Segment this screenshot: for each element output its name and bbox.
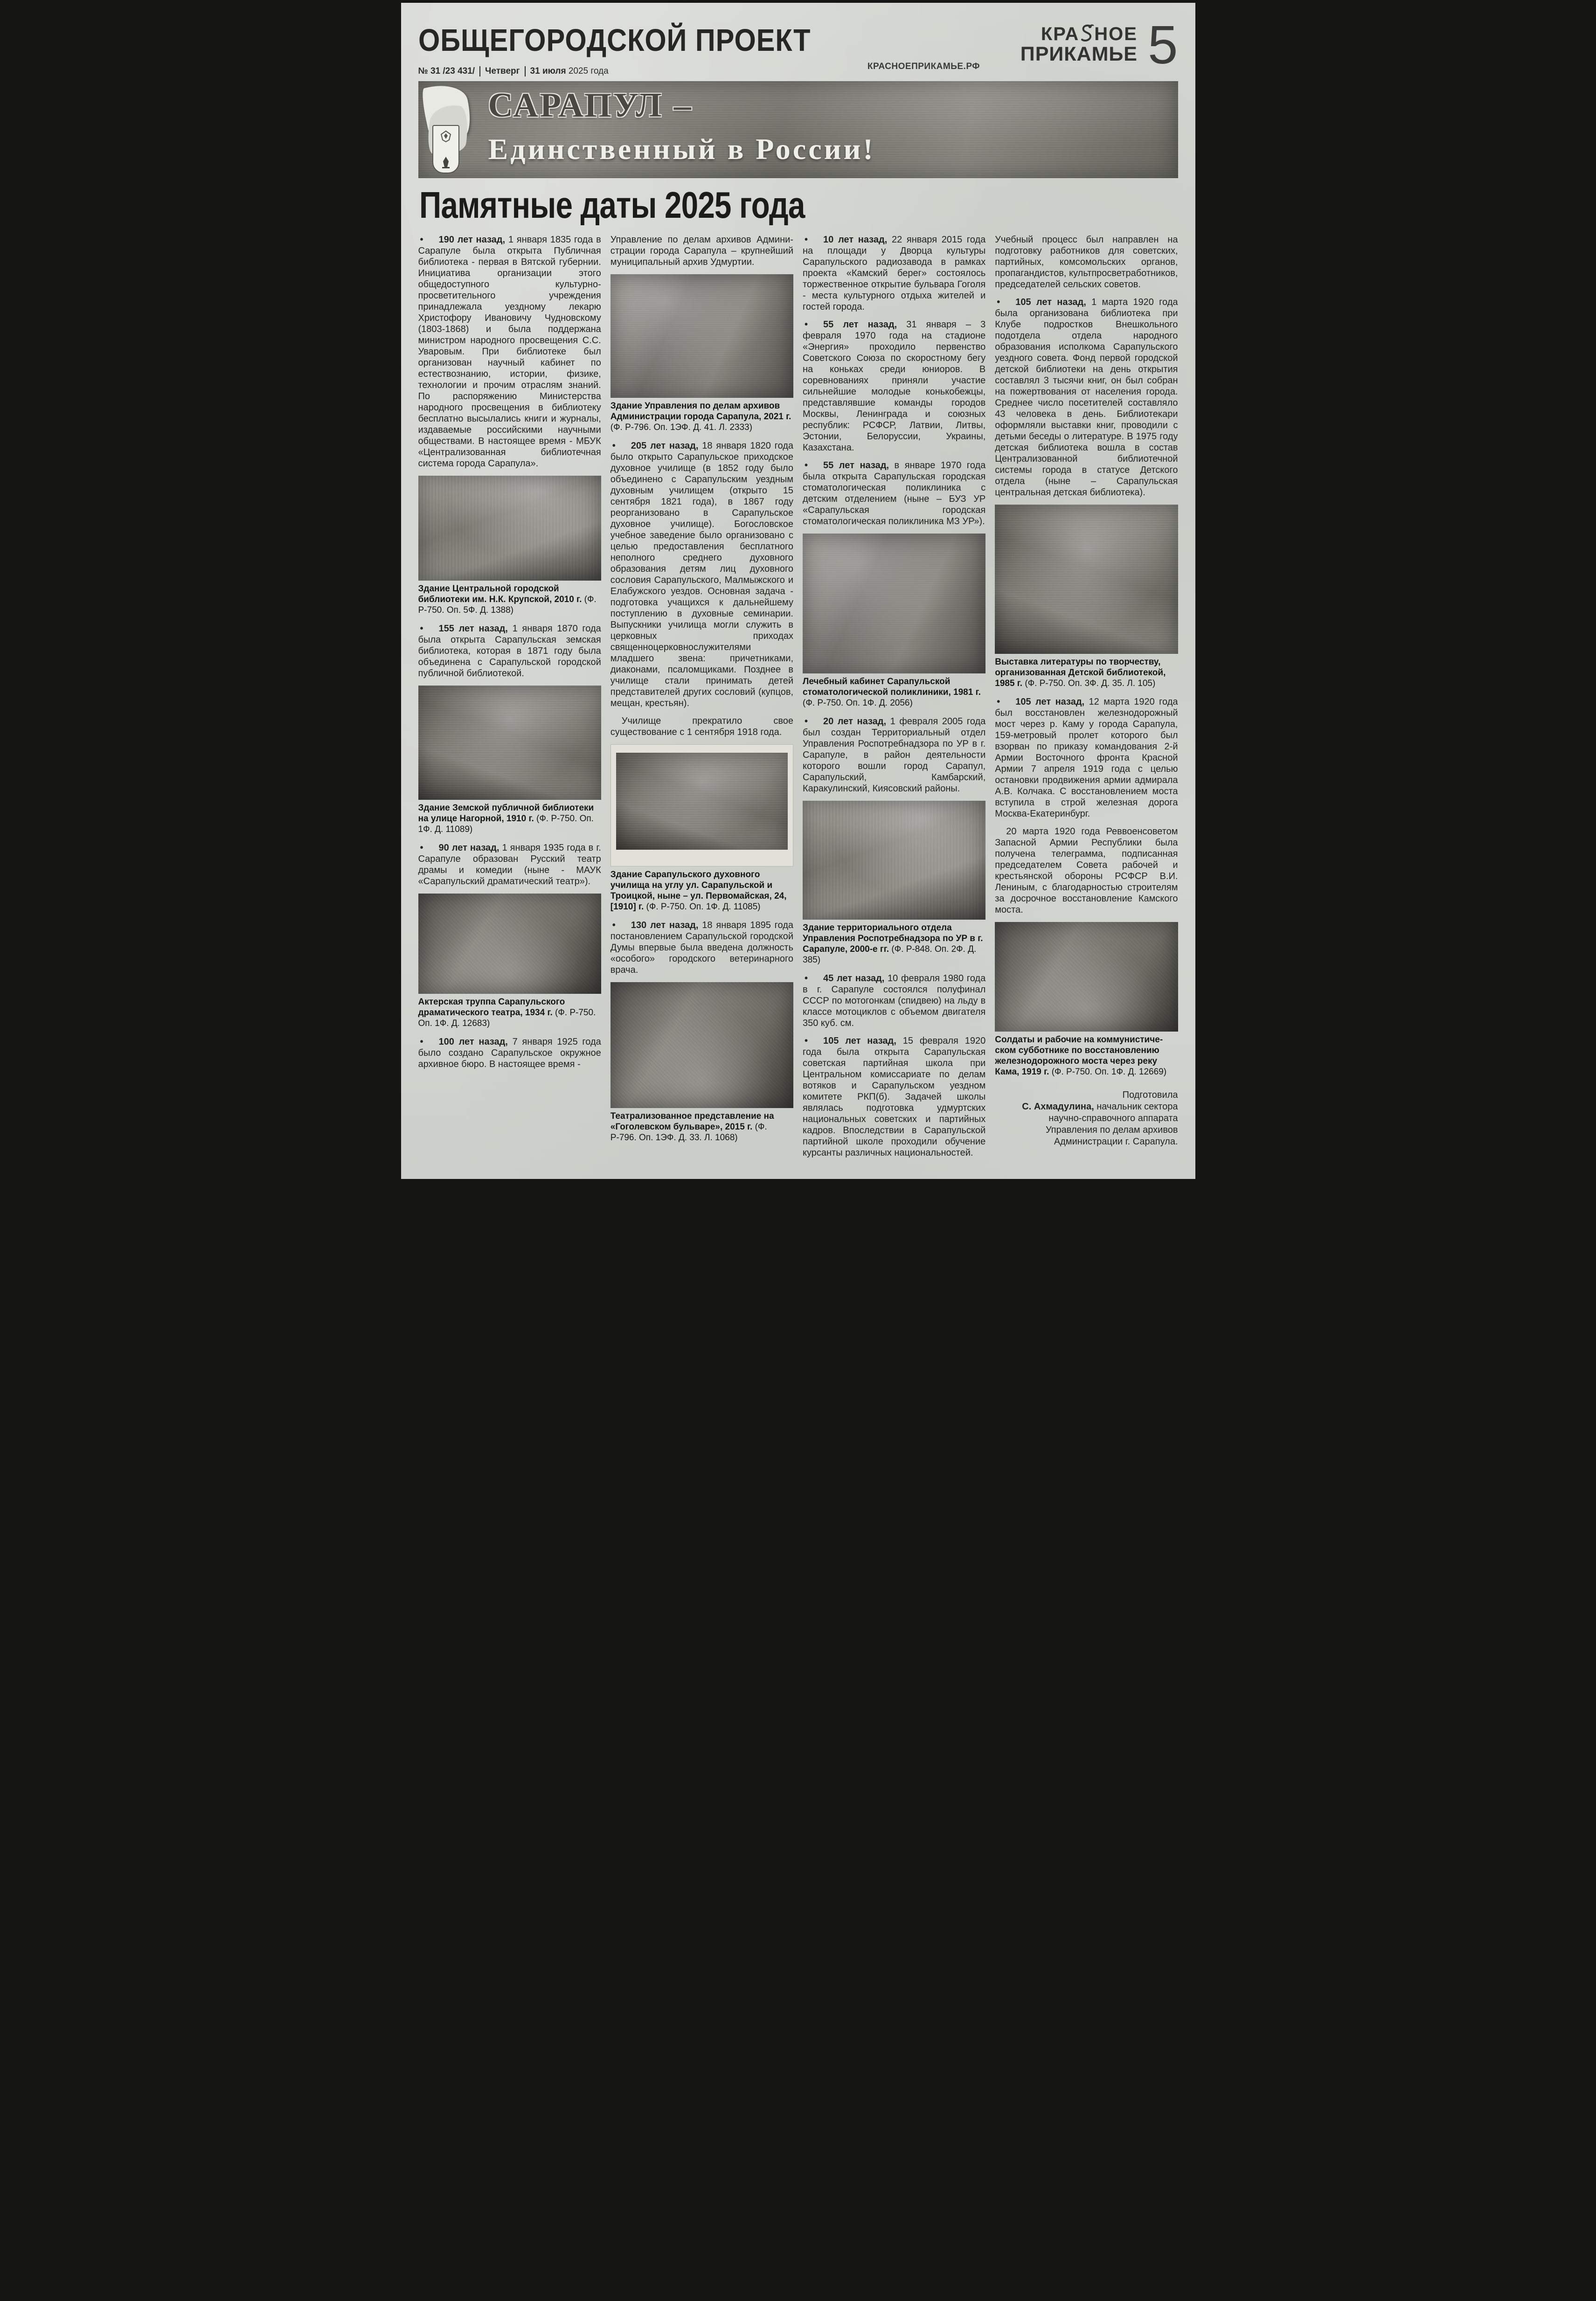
item-20-years: • 20 лет назад, 1 февраля 2005 года был создан Территориальный отдел Управления Роспотребнадзора по УР в г. Сарапуле, в район деятельности которого вошли город Сарапул, Сарапульский, Камбарский, Каракулинский, Киясовский районы. <box>803 716 985 794</box>
separator <box>525 66 526 76</box>
issue-line <box>418 66 827 76</box>
separator <box>479 66 480 76</box>
scanned-page <box>399 0 1197 1191</box>
item-105-years-bridge: • 105 лет назад, 12 марта 1920 года был восстановлен железнодорожный мост через р. Каму у города Сарапула, 159-метровый пролет которого был взорван по приказу командования 2-й Армии Восточного фронта Красной Армии 7 апреля 1919 года с целью остановки продвижения армии адмирала А.В. Колчака. С восстановлением моста вступила в строй железная дорога Москва-Екатеринбург. <box>995 696 1178 819</box>
banner-title: САРАПУЛ – <box>488 86 693 125</box>
newspaper-page <box>401 3 1195 1179</box>
photo-zemstvo-library-street <box>418 686 601 800</box>
issue-date: 31 июля <box>530 66 566 76</box>
caption-book-exhibition: Выставка литературы по творчеству, организованная Детской библиотекой, 1985 г. (Ф. Р-750. Оп. 3Ф. Д. 35. Л. 105) <box>995 657 1166 688</box>
item-105-years-library: • 105 лет назад, 1 марта 1920 года была организована библиотека при Клубе подростков Внешкольного подотдела отдела народного образования исполкома Сарапульского уездного совета. Фонд первой городской детской библиотеки на день открытия составлял 3 тысячи книг, он был собран на пожертвования от населения города. Среднее число посетителей составляло 43 человека в день. Библиотекари оформляли выставки книг, проводили с детьми беседы о литературе. В 1975 году детская библиотека вошла в состав Централизованной библиотечной системы города в статусе Детского отдела (ныне – Сарапульская центральная детская библиотека). <box>995 297 1178 498</box>
column-4 <box>995 234 1178 1165</box>
caption-gogol-boulevard: Театрализованное представление на «Гоголевском бульваре», 2015 г. (Ф. Р-796. Оп. 1ЭФ. Д. 33. Л. 1068) <box>610 1111 774 1143</box>
caption-central-library: Здание Центральной городской библиотеки им. Н.К. Крупской, 2010 г. (Ф. Р-750. Оп. 5Ф. Д. 1388) <box>418 584 597 615</box>
masthead-line1-b: НОЕ <box>1094 24 1138 44</box>
photo-kama-bridge <box>995 922 1178 1032</box>
photo-gogol-boulevard-performance <box>611 982 793 1108</box>
item-100-years: • 100 лет назад, 7 января 1925 года было создано Сарапульское окружное архивное бюро. В настоящее время - <box>418 1036 601 1070</box>
byline-role: начальник сектора научно-справочного аппарата Управления по делам архивов Администрации г. Сарапула. <box>1045 1102 1178 1147</box>
item-55-years-dental: • 55 лет назад, в январе 1970 года была открыта Сарапульская городская стоматологическая поликлиника с детским отделением (ныне – БУЗ УР «Сарапульская городская стоматологическая поликлиника МЗ УР»). <box>803 460 985 527</box>
item-190-years: • 190 лет назад, 1 января 1835 года в Сарапуле была открыта Публичная библиотека - первая в Вятской губернии. Инициатива организации этого общедоступного культурно-просветительного учреждения принадлежала уездному лекарю Христофору Ивановичу Чудновскому (1803-1868) и была поддержана министром народного просвещения С.С. Уваровым. При библиотеке был организован научный кабинет по естествознанию, истории, физике, технологии и прочим отраслям знаний. По распоряжению Министерства народного просвещения в библиотеку бесплатно высылались книги и журналы, издаваемые российскими научными обществами. В настоящее время - МБУК «Централизованная библиотечная система города Сарапула». <box>418 234 601 469</box>
masthead-line2: ПРИКАМЬЕ <box>1020 43 1138 65</box>
project-banner <box>418 81 1178 178</box>
item-100-years-continued: Управление по делам архивов Администрации города Сарапула – крупнейший муниципальный архив Удмуртии. <box>610 235 793 267</box>
city-crest-icon <box>432 125 459 173</box>
section-title: ОБЩЕГОРОДСКОЙ ПРОЕКТ <box>418 23 811 58</box>
article-headline: Памятные даты 2025 года <box>419 184 805 226</box>
issue-number: № 31 /23 431/ <box>418 66 475 76</box>
page-number: 5 <box>1147 14 1178 75</box>
item-90-years: • 90 лет назад, 1 января 1935 года в г. Сарапуле образован Русский театр драмы и комедии (ныне - МАУК «Сарапульский драматический театр»). <box>418 842 601 887</box>
caption-theatre-troupe: Актерская труппа Сарапульского драматического театра, 1934 г. (Ф. Р-750. Оп. 1Ф. Д. 12683) <box>418 997 596 1028</box>
page-header <box>418 14 1178 76</box>
photo-rospotrebnadzor-building <box>803 801 985 920</box>
item-telegram: 20 марта 1920 года Реввоенсоветом Запасной Армии Республики была получена телеграмма, подписанная председателем Совета рабочей и крестьянской обороны РСФСР В.И. Лениным, с благодарностью строителям за досрочное восстановление Камского моста. <box>995 826 1178 915</box>
column-3 <box>803 234 985 1165</box>
photo-central-library <box>418 476 601 581</box>
byline-prepared: Подготовила <box>1122 1090 1178 1100</box>
byline-author: С. Ахмадулина, <box>1022 1102 1094 1112</box>
caption-dental-office: Лечебный кабинет Сарапульской стоматологической поликлиники, 1981 г. (Ф. Р-750. Оп. 1Ф. Д. 2056) <box>803 677 981 708</box>
byline <box>995 1089 1178 1148</box>
caption-rospotrebnadzor: Здание территориального отдела Управления Роспотребнадзора по УР в г. Сарапуле, 2000-е гг. (Ф. Р-848. Оп. 2Ф. Д. 385) <box>803 923 983 965</box>
item-10-years: • 10 лет назад, 22 января 2015 года на площади у Дворца культуры Сарапульского радиозавода в рамках проекта «Камский берег» состоялось торжественное открытие бульвара Гоголя - места культурного отдыха жителей и гостей города. <box>803 234 985 312</box>
caption-spiritual-school: Здание Сарапульского духовного училища на углу ул. Сарапульской и Троицкой, ныне – ул. Первомайская, 24, [1910] г. (Ф. Р-750. Оп. 1Ф. Д. 11085) <box>610 870 787 912</box>
stylized-s-bird-icon <box>1079 23 1095 45</box>
item-55-years-skating: • 55 лет назад, 31 января – 3 февраля 1970 года на стадионе «Энергия» проходило первенство Советского Союза по скоростному бегу на коньках среди юниоров. В соревнованиях приняли участие сильнейшие молодые конькобежцы, представлявшие команды городов Москвы, Ленинграда и союзных республик: РСФСР, Латвии, Литвы, Эстонии, Белоруссии, Украины, Казахстана. <box>803 319 985 453</box>
article-body <box>418 234 1178 1165</box>
photo-spiritual-school-postcard <box>611 744 793 866</box>
column-1 <box>418 234 601 1165</box>
caption-zemstvo-library: Здание Земской публичной библиотеки на улице Нагорной, 1910 г. (Ф. Р-750. Оп. 1Ф. Д. 11089) <box>418 803 594 834</box>
item-45-years: • 45 лет назад, 10 февраля 1980 года в г. Сарапуле состоялся полуфинал СССР по мотогонкам (спидвею) на льду в классе мотоциклов с объемом двигателя 350 куб. см. <box>803 973 985 1029</box>
item-155-years: • 155 лет назад, 1 января 1870 года была открыта Сарапульская земская библиотека, которая в 1871 году была объединена с Сарапульской городской публичной библиотекой. <box>418 623 601 679</box>
item-105-years-school: • 105 лет назад, 15 февраля 1920 года была открыта Сарапульская советская партийная школа при Центральном комиссариате по делам вотяков и Сарапульском уездном комитете РКП(б). Задачей школы являлась подготовка удмуртских национальных советских и партийных кадров. Впоследствии в Сарапульской партийной школе проходили обучение курсанты различных национальностей. <box>803 1035 985 1158</box>
flag-emblem-icon <box>422 84 478 175</box>
caption-archive-building: Здание Управления по делам архивов Администрации города Сарапула, 2021 г. (Ф. Р-796. Оп. 1ЭФ. Д. 41. Л. 2333) <box>610 401 791 432</box>
photo-archive-building <box>611 274 793 398</box>
item-205-years: • 205 лет назад, 18 января 1820 года было открыто Сарапульское приходское духовное училище (в 1852 году было объединено с Сарапульским уездным духовным училищем (открыто 15 сентября 1821 года), в 1867 году реорганизовано в Сарапульское духовное училище). Богословское учебное заведение было организовано с целью предоставления бесплатного неполного среднего духовного образования детям лиц духовного сословия Сарапульского, Малмыжского и Елабужского уездов. Основная задача - подготовка учащихся к дальнейшему поступлению в духовные семинарии. Выпускники училища могли служить в церковных приходах священноцерковнослужителями младшего звена: причетниками, диаконами, псаломщиками. Позднее в училище стали принимать детей представителей других сословий (купцов, мещан, крестьян). <box>611 440 793 709</box>
issue-weekday: Четверг <box>485 66 520 76</box>
issue-year: 2025 года <box>568 66 609 76</box>
photo-spiritual-school <box>616 753 788 850</box>
newspaper-masthead <box>1020 23 1138 64</box>
banner-subtitle: Единственный в России! <box>488 132 875 166</box>
photo-book-exhibition <box>995 505 1178 654</box>
item-130-years: • 130 лет назад, 18 января 1895 года постановлением Сарапульской городской Думы впервые была введена должность «особого» городского ветеринарного врача. <box>611 920 793 976</box>
item-205-years-end: Училище прекратило свое существование с 1 сентября 1918 года. <box>610 716 793 737</box>
column-2 <box>611 234 793 1165</box>
masthead-line1-a: КРА <box>1041 24 1080 44</box>
item-105-school-continued: Учебный процесс был направлен на подготовку работников для советских, партийных, комсомольских органов, пропагандистов, культпросветработников, председателей сельских советов. <box>995 235 1178 290</box>
website-url: КРАСНОЕПРИКАМЬЕ.РФ <box>867 62 980 71</box>
caption-kama-bridge: Солдаты и рабочие на коммунистическом субботнике по восстановлению железнодорожного моста через реку Кама, 1919 г. (Ф. Р-750. Оп. 1Ф. Д. 12669) <box>995 1035 1167 1077</box>
photo-theatre-troupe <box>418 894 601 994</box>
photo-dental-office <box>803 534 985 673</box>
